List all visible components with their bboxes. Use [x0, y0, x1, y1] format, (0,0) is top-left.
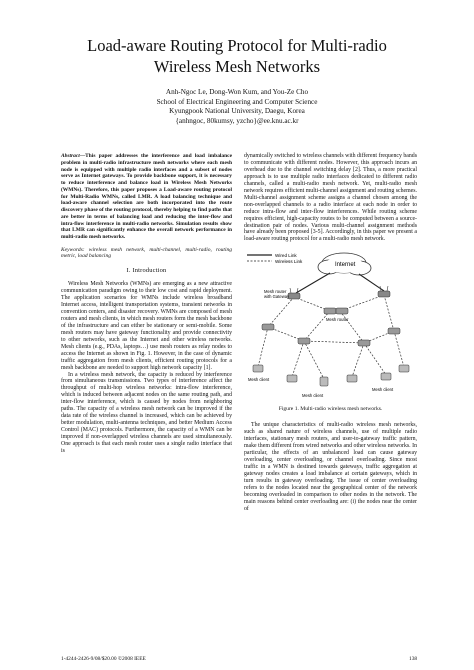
keywords-label: Keywords: — [61, 246, 85, 253]
gateway-label: Mesh router with Gateway — [264, 289, 290, 300]
laptop-icon — [399, 365, 409, 372]
legend-wired-text: Wired Link — [275, 253, 297, 259]
mesh-routers — [262, 308, 400, 346]
right-paragraph-2: The unique characteristics of multi-radio wireless mesh networks, such as shared nature of wireless channels, use of multiple radio interfaces, stationary mesh routers, and user-to-gateway traffic pattern, make them different from wired networks and other wireless networks. In particular, the effects of an unbalanced load can cause gateway overloading, center overloading, or channel overloading. Since most traffic in a WMN is destined towards gateways, traffic aggregation at gateway nodes creates a load imbalance at certain gateways, which in turn results in gateway overloading. The issue of center overloading refers to the nodes located near the geographical center of the network becoming overloaded in comparison to other nodes in the network. The main reasons behind center overloading are: (i) the nodes near the center of — [244, 422, 417, 512]
mesh-router-icon — [324, 308, 336, 314]
internet-label: Internet — [335, 262, 356, 269]
laptop-icon — [253, 365, 263, 372]
intro-paragraph-1: Wireless Mesh Networks (WMNs) are emerging as a new attractive communication paradigm owing to their low cost and rapid deployment. The application scenarios for WMNs include wireless broadband Internet access, intelligent transportation systems, transient networks in convention centers, and disaster recovery. WMNs are composed of mesh routers and mesh clients, in which mesh routers form the mesh backbone of the infrastructure and can either be stationary or semi-mobile. Some mesh routers may have gateway functionality and provide connectivity to other networks, such as the Internet and other wireless networks. Mesh clients (e.g., PDAs, laptops…) use mesh routers as relay nodes to access the Internet as shown in Fig. 1. However, in the case of dynamic traffic aggregation from mesh clients, efficient routing protocols for a mesh backbone are needed to support high network capacity [1]. — [61, 281, 232, 371]
pda-icon — [320, 377, 328, 386]
mesh-router-icon — [358, 340, 370, 346]
mesh-router-icon — [388, 328, 400, 334]
title-line-1: Load-aware Routing Protocol for Multi-radio — [87, 36, 387, 55]
wireless-links — [258, 295, 404, 379]
section-heading-introduction: I. Introduction — [126, 267, 167, 275]
author-emails: {anhngoc, 80kumsy, yzcho}@ee.knu.ac.kr — [175, 116, 299, 125]
mesh-router-icon — [298, 338, 310, 344]
paper-title — [20, 35, 454, 77]
mesh-client-label: Mesh client — [302, 393, 324, 399]
wired-link-1 — [296, 273, 330, 293]
figure-1 — [244, 249, 417, 404]
laptop-icon — [381, 373, 391, 380]
author-block — [60, 88, 414, 126]
mesh-clients — [253, 365, 409, 386]
footer-page-number: 138 — [409, 656, 418, 662]
intro-paragraph-2: In a wireless mesh network, the capacity is reduced by interference from simultaneous transmissions. Two types of interference affect the throughput of multi-hop wireless networks: intra-flow interference, which is induced between adjacent nodes on the same routing path, and inter-flow interference, which is caused by nodes from neighboring paths. The capacity of a wireless mesh network can be improved if the data rate of the wireless channel is increased, which can be achieved by better modulation, multi-antenna techniques, and better Medium Access Control (MAC) protocols. Furthermore, the capacity of a WMN can be improved if non-overlapped wireless channels are used simultaneously. One approach is that each mesh router uses a single radio interface that is — [61, 371, 232, 454]
affiliation-school: School of Electrical Engineering and Computer Science — [156, 97, 318, 106]
figure-1-caption: Figure 1. Multi-radio wireless mesh networks. — [278, 406, 383, 413]
keywords-text: wireless mesh network, multi-channel, multi-radio, routing metric, load balancing — [61, 246, 232, 260]
affiliation-university: Kyungpook National University, Daegu, Korea — [169, 107, 305, 116]
right-paragraph-1: dynamically switched to wireless channels with different frequency bands to communicate with different nodes. However, this approach incurs an overhead due to the channel switching delay [2]. Thus, a more practical approach is to use multiple radio interfaces dedicated to different radio channels, called a multi-radio mesh network. Yet, multi-radio mesh network requires efficient multi-channel assignment and routing schemes. Multi-channel assignment scheme assigns a channel chosen among the non-overlapped channels to a radio interface at each node in order to reduce intra-flow and inter-flow interferences. While routing scheme requires efficient, high-capacity routes to be computed between a source-destination pair of nodes. Various multi-channel assignment methods have already been proposed [3-5]. Accordingly, in this paper we present a load-aware routing protocol for a multi-radio mesh network. — [244, 153, 417, 243]
author-names: Anh-Ngoc Le, Dong-Won Kum, and You-Ze Cho — [165, 88, 309, 96]
mesh-router-icon — [336, 308, 348, 314]
abstract — [61, 153, 232, 241]
gateway-router-icon — [288, 288, 300, 299]
left-column — [61, 153, 232, 455]
laptop-icon — [347, 375, 357, 382]
mesh-client-label: Mesh client — [372, 387, 394, 393]
laptop-icon — [287, 375, 297, 382]
mesh-client-label: Mesh client — [248, 377, 270, 383]
keywords — [61, 247, 232, 260]
right-column — [244, 153, 417, 513]
abstract-label: Abstract — [61, 153, 80, 159]
footer-copyright: 1-4244-2426-9/08/$20.00 ©2008 IEEE — [61, 656, 146, 662]
legend-wireless-text: Wireless Link — [275, 259, 303, 265]
mesh-router-label: Mesh router — [326, 317, 349, 323]
network-diagram — [244, 249, 417, 404]
title-line-2: Wireless Mesh Networks — [153, 57, 321, 76]
mesh-router-icon — [262, 324, 274, 330]
abstract-text: —This paper addresses the interference and load imbalance problem in multi-radio infrastructure mesh networks where each mesh node is equipped with multiple radio interfaces and a subset of nodes serve as Internet gateways. To provide backbone support, it is necessary to reduce interference and balance load in Wireless Mesh Networks (WMNs). Therefore, this paper proposes a Load-aware routing protocol for Multi-Radio WMNs, called LMR. A load balancing technique and load-aware channel selection are both incorporated into the route discovery phase of the routing protocol, thereby helping to find paths that are better in terms of balancing load and reducing the inter-flow and intra-flow interference in multi-radio networks. Simulation results show that LMR can significantly enhance the overall network performance in multi-radio mesh networks. — [61, 153, 232, 240]
